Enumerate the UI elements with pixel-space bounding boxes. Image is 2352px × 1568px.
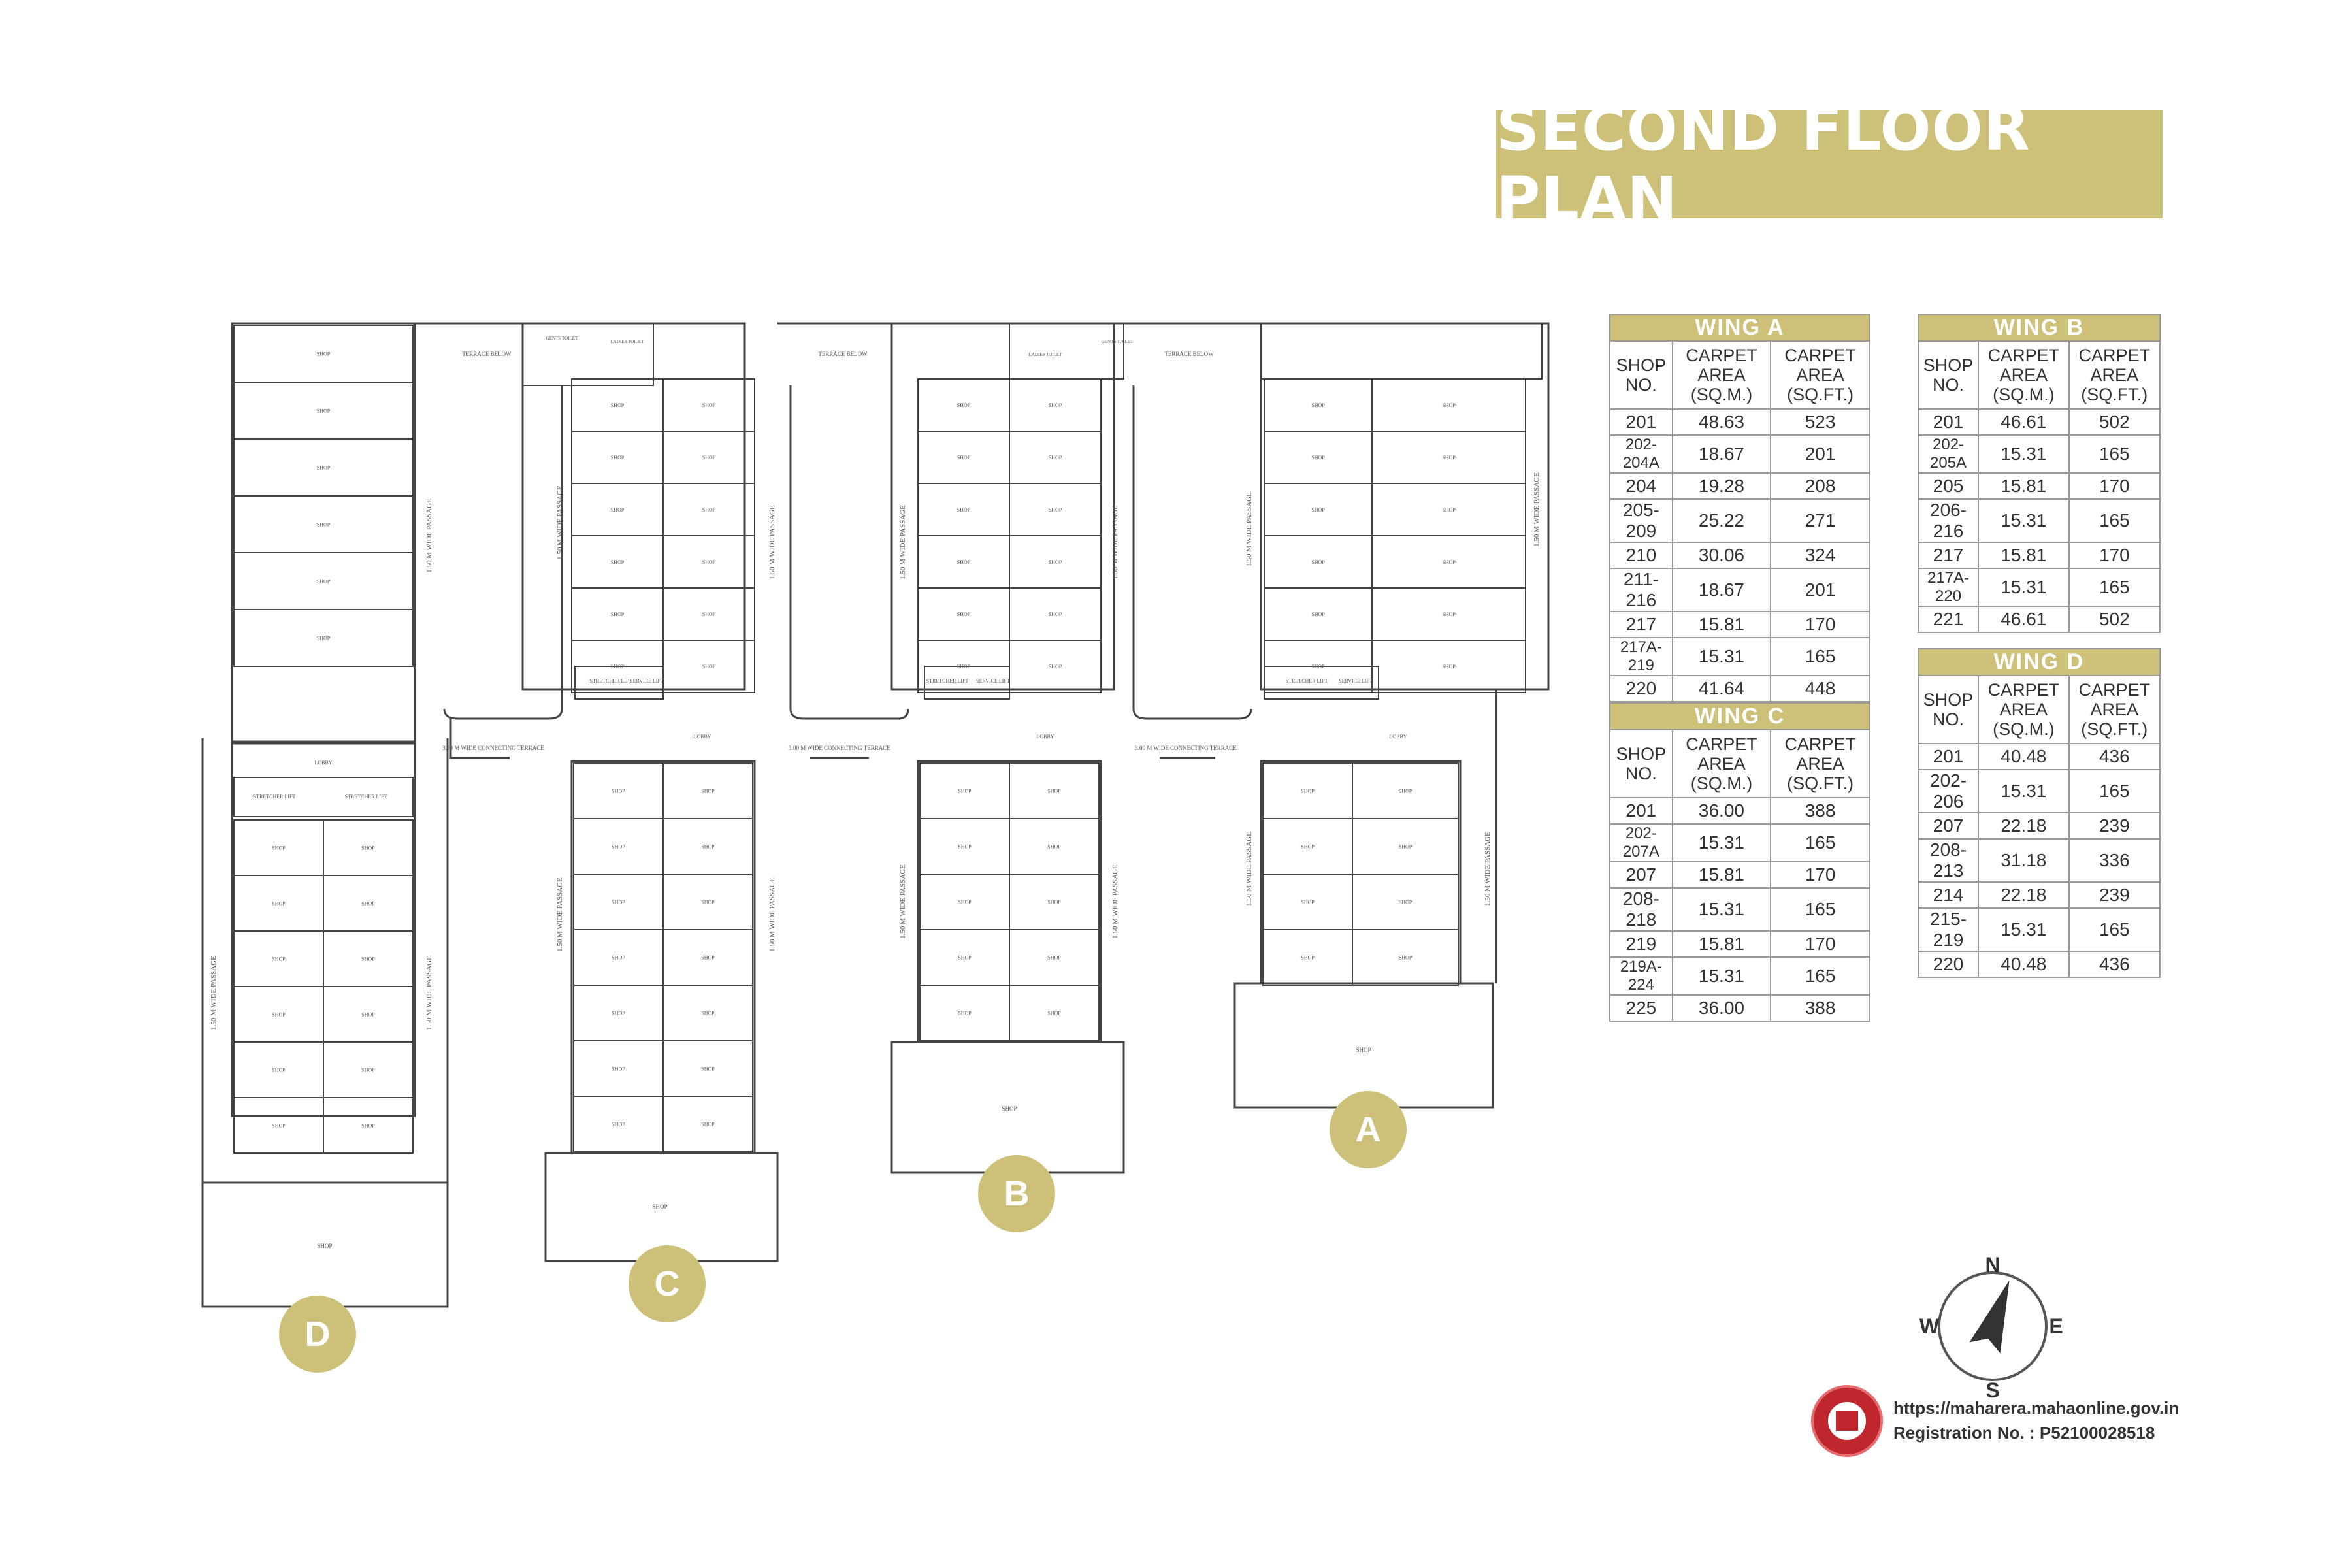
table-row bbox=[1918, 606, 2160, 632]
carpet-sqm-cell: 18.67 bbox=[1673, 568, 1771, 612]
shop-label: SHOP bbox=[956, 507, 971, 513]
shop-label: SHOP bbox=[1398, 788, 1413, 794]
shop-label: SHOP bbox=[316, 521, 331, 528]
shop-label: SHOP bbox=[1442, 664, 1456, 670]
carpet-sqm-cell: 25.22 bbox=[1673, 499, 1771, 542]
carpet-sqft-cell: 523 bbox=[1771, 409, 1870, 435]
shop-no-cell: 221 bbox=[1918, 606, 1978, 632]
shop-label: SHOP bbox=[702, 402, 716, 408]
table-row bbox=[1610, 638, 1870, 676]
wing-a-table bbox=[1609, 314, 1870, 702]
wing-d-marker bbox=[279, 1296, 356, 1373]
shop-label: SHOP bbox=[610, 507, 625, 513]
carpet-sqft-cell: 165 bbox=[2069, 499, 2160, 542]
table-row bbox=[1918, 839, 2160, 882]
shop-no-cell: 205 bbox=[1918, 473, 1978, 499]
shop-label: SHOP bbox=[1301, 955, 1315, 961]
shop-label: SHOP bbox=[612, 955, 625, 961]
shop-no-cell: 211-216 bbox=[1610, 568, 1673, 612]
terrace-below-label: TERRACE BELOW bbox=[818, 351, 868, 357]
shop-label: SHOP bbox=[701, 1121, 715, 1128]
shop-label: SHOP bbox=[1047, 843, 1061, 850]
table-row bbox=[1918, 435, 2160, 473]
shop-label: SHOP bbox=[958, 843, 972, 850]
col-carpet-sqft: CARPET AREA (SQ.FT.) bbox=[2069, 676, 2160, 743]
shop-label: SHOP bbox=[958, 1010, 972, 1017]
shop-label: SHOP bbox=[316, 635, 331, 642]
col-carpet-sqft: CARPET AREA (SQ.FT.) bbox=[1771, 730, 1870, 798]
shop-label: SHOP bbox=[1048, 455, 1062, 461]
col-shop-no: SHOP NO. bbox=[1610, 730, 1673, 798]
carpet-sqm-cell: 15.81 bbox=[1673, 612, 1771, 638]
carpet-sqm-cell: 15.81 bbox=[1978, 473, 2069, 499]
carpet-sqm-cell: 15.81 bbox=[1978, 542, 2069, 568]
shop-no-cell: 204 bbox=[1610, 473, 1673, 499]
col-carpet-sqm: CARPET AREA (SQ.M.) bbox=[1978, 341, 2069, 409]
table-row bbox=[1918, 473, 2160, 499]
table-row bbox=[1918, 499, 2160, 542]
shop-no-cell: 225 bbox=[1610, 995, 1673, 1021]
carpet-sqm-cell: 36.00 bbox=[1673, 798, 1771, 824]
shop-label: SHOP bbox=[272, 1122, 286, 1129]
shop-no-cell: 201 bbox=[1610, 798, 1673, 824]
shop-label: SHOP bbox=[316, 465, 331, 471]
passage-label: 1.50 M WIDE PASSAGE bbox=[1111, 864, 1119, 939]
carpet-sqm-cell: 15.31 bbox=[1978, 568, 2069, 606]
shop-no-cell: 208-213 bbox=[1918, 839, 1978, 882]
shop-label: SHOP bbox=[610, 664, 625, 670]
toilet-label: GENTS TOILET bbox=[546, 336, 578, 341]
maharera-seal-icon bbox=[1811, 1385, 1883, 1457]
passage-label: 1.50 M WIDE PASSAGE bbox=[768, 877, 776, 952]
carpet-sqft-cell: 324 bbox=[1771, 542, 1870, 568]
shop-label: SHOP bbox=[1047, 899, 1061, 906]
passage-label: 1.50 M WIDE PASSAGE bbox=[1111, 505, 1119, 580]
terrace-curve bbox=[791, 385, 908, 719]
shop-no-cell: 202-206 bbox=[1918, 770, 1978, 813]
shop-label: SHOP bbox=[701, 1066, 715, 1072]
shop-label: SHOP bbox=[958, 899, 972, 906]
table-row bbox=[1918, 951, 2160, 977]
shop-label: SHOP bbox=[1047, 788, 1061, 794]
shop-no-cell: 202-205A bbox=[1918, 435, 1978, 473]
shop-label: SHOP bbox=[1311, 455, 1325, 461]
shop-label: SHOP bbox=[1442, 402, 1456, 408]
shop-no-cell: 215-219 bbox=[1918, 908, 1978, 951]
compass-e: E bbox=[2049, 1315, 2063, 1338]
col-shop-no: SHOP NO. bbox=[1610, 341, 1673, 409]
carpet-sqm-cell: 15.31 bbox=[1978, 908, 2069, 951]
table-row bbox=[1610, 409, 1870, 435]
shop-label: SHOP bbox=[1442, 507, 1456, 513]
shop-label: SHOP bbox=[1442, 559, 1456, 565]
carpet-sqft-cell: 436 bbox=[2069, 951, 2160, 977]
shop-label: SHOP bbox=[1048, 612, 1062, 617]
terrace-below-label: TERRACE BELOW bbox=[462, 351, 512, 357]
shop-label: SHOP bbox=[1311, 612, 1325, 617]
carpet-sqft-cell: 502 bbox=[2069, 409, 2160, 435]
shop-no-cell: 219A-224 bbox=[1610, 957, 1673, 995]
shop-label: SHOP bbox=[610, 402, 625, 408]
shop-label: SHOP bbox=[702, 559, 716, 565]
carpet-sqft-cell: 388 bbox=[1771, 798, 1870, 824]
shop-label: SHOP bbox=[702, 664, 716, 670]
shop-label: SHOP bbox=[1311, 664, 1325, 670]
lift-label: STRETCHER LIFT bbox=[344, 794, 387, 800]
shop-label: SHOP bbox=[701, 899, 715, 906]
carpet-sqm-cell: 15.81 bbox=[1673, 862, 1771, 888]
passage-label: 1.50 M WIDE PASSAGE bbox=[1245, 832, 1253, 906]
toilet-label: GENTS TOILET bbox=[1101, 339, 1134, 344]
passage-label: 1.50 M WIDE PASSAGE bbox=[556, 877, 564, 952]
carpet-sqft-cell: 165 bbox=[2069, 435, 2160, 473]
wing-a-heading: WING A bbox=[1610, 314, 1870, 341]
shop-no-cell: 220 bbox=[1610, 676, 1673, 702]
carpet-sqm-cell: 31.18 bbox=[1978, 839, 2069, 882]
carpet-sqft-cell: 502 bbox=[2069, 606, 2160, 632]
shop-label: SHOP bbox=[612, 899, 625, 906]
shop-no-cell: 207 bbox=[1918, 813, 1978, 839]
carpet-sqm-cell: 15.31 bbox=[1673, 888, 1771, 931]
shop-label: SHOP bbox=[272, 1011, 286, 1018]
shop-label: SHOP bbox=[1442, 612, 1456, 617]
terrace-below-label: TERRACE BELOW bbox=[1164, 351, 1214, 357]
compass-n: N bbox=[1985, 1253, 2001, 1277]
wing-b-letter: B bbox=[1004, 1174, 1030, 1213]
shop-label: SHOP bbox=[361, 900, 375, 907]
carpet-sqm-cell: 46.61 bbox=[1978, 606, 2069, 632]
shop-label: SHOP bbox=[958, 955, 972, 961]
table-row bbox=[1610, 995, 1870, 1021]
wing-d-letter: D bbox=[304, 1315, 331, 1354]
shop-no-cell: 217 bbox=[1610, 612, 1673, 638]
col-shop-no: SHOP NO. bbox=[1918, 341, 1978, 409]
shop-label: SHOP bbox=[701, 1010, 715, 1017]
passage-label: 1.50 M WIDE PASSAGE bbox=[1245, 492, 1253, 566]
passage-label: 1.50 M WIDE PASSAGE bbox=[1533, 472, 1541, 547]
shop-no-cell: 206-216 bbox=[1918, 499, 1978, 542]
lift-label: STRETCHER LIFT bbox=[926, 678, 969, 684]
shop-label: SHOP bbox=[272, 845, 286, 851]
shop-no-cell: 201 bbox=[1610, 409, 1673, 435]
wing-c-marker bbox=[629, 1245, 706, 1322]
toilet-label: LADIES TOILET bbox=[610, 339, 644, 344]
shop-label: SHOP bbox=[612, 1121, 625, 1128]
col-carpet-sqm: CARPET AREA (SQ.M.) bbox=[1978, 676, 2069, 743]
carpet-sqft-cell: 170 bbox=[2069, 542, 2160, 568]
shop-label: SHOP bbox=[316, 351, 331, 357]
wing-d-table bbox=[1918, 648, 2161, 978]
table-row bbox=[1610, 612, 1870, 638]
table-row bbox=[1918, 743, 2160, 770]
col-shop-no: SHOP NO. bbox=[1918, 676, 1978, 743]
table-row bbox=[1610, 824, 1870, 862]
table-row bbox=[1610, 542, 1870, 568]
wing-a-letter: A bbox=[1355, 1110, 1381, 1149]
corridor-link bbox=[451, 719, 1215, 758]
shop-label: SHOP bbox=[958, 788, 972, 794]
lobby-label: LOBBY bbox=[1389, 734, 1407, 740]
lift-label: SERVICE LIFT bbox=[1339, 678, 1373, 684]
shop-label: SHOP bbox=[1301, 843, 1315, 850]
shop-label: SHOP bbox=[1048, 664, 1062, 670]
carpet-sqm-cell: 15.81 bbox=[1673, 931, 1771, 957]
shop-no-cell: 202-207A bbox=[1610, 824, 1673, 862]
shop-no-cell: 205-209 bbox=[1610, 499, 1673, 542]
toilet-label: LADIES TOILET bbox=[1028, 352, 1062, 357]
wing-a-end-unit bbox=[1235, 983, 1493, 1107]
carpet-sqft-cell: 165 bbox=[1771, 824, 1870, 862]
terrace-label: 3.00 M WIDE CONNECTING TERRACE bbox=[442, 745, 544, 751]
shop-label: SHOP bbox=[1311, 507, 1325, 513]
shop-label: SHOP bbox=[1301, 899, 1315, 906]
shop-no-cell: 217 bbox=[1918, 542, 1978, 568]
wing-d-passage bbox=[203, 738, 448, 1307]
carpet-sqm-cell: 15.31 bbox=[1673, 824, 1771, 862]
table-row bbox=[1918, 568, 2160, 606]
toilet-block bbox=[523, 323, 653, 385]
carpet-sqm-cell: 30.06 bbox=[1673, 542, 1771, 568]
wing-a-lower-block bbox=[1261, 761, 1460, 983]
lift-label: STRETCHER LIFT bbox=[1285, 678, 1328, 684]
carpet-sqft-cell: 165 bbox=[1771, 888, 1870, 931]
col-carpet-sqm: CARPET AREA (SQ.M.) bbox=[1673, 730, 1771, 798]
shop-label: SHOP bbox=[361, 845, 375, 851]
lift-label: SERVICE LIFT bbox=[630, 678, 664, 684]
shop-label: SHOP bbox=[1311, 402, 1325, 408]
carpet-sqm-cell: 36.00 bbox=[1673, 995, 1771, 1021]
carpet-sqft-cell: 170 bbox=[1771, 862, 1870, 888]
shop-label: SHOP bbox=[612, 788, 625, 794]
shop-no-cell: 202-204A bbox=[1610, 435, 1673, 473]
wing-b-marker bbox=[978, 1155, 1055, 1232]
table-row bbox=[1918, 908, 2160, 951]
wing-c-table bbox=[1609, 702, 1870, 1022]
carpet-sqft-cell: 170 bbox=[1771, 931, 1870, 957]
lift-label: SERVICE LIFT bbox=[976, 678, 1010, 684]
passage-label: 1.50 M WIDE PASSAGE bbox=[768, 505, 776, 580]
top-shop-row bbox=[1261, 323, 1542, 379]
wing-c-heading: WING C bbox=[1610, 703, 1870, 730]
carpet-sqft-cell: 388 bbox=[1771, 995, 1870, 1021]
shop-label: SHOP bbox=[1398, 843, 1413, 850]
wing-b-heading: WING B bbox=[1918, 314, 2160, 341]
col-carpet-sqm: CARPET AREA (SQ.M.) bbox=[1673, 341, 1771, 409]
shop-label: SHOP bbox=[1048, 507, 1062, 513]
shop-no-cell: 217A-219 bbox=[1610, 638, 1673, 676]
passage-label: 1.50 M WIDE PASSAGE bbox=[425, 956, 433, 1030]
wing-c-letter: C bbox=[654, 1264, 680, 1303]
lift-label: STRETCHER LIFT bbox=[589, 678, 632, 684]
shop-label: SHOP bbox=[316, 578, 331, 585]
col-carpet-sqft: CARPET AREA (SQ.FT.) bbox=[2069, 341, 2160, 409]
shop-label: SHOP bbox=[701, 788, 715, 794]
table-row bbox=[1918, 770, 2160, 813]
passage-label: 1.50 M WIDE PASSAGE bbox=[899, 864, 907, 939]
carpet-sqm-cell: 48.63 bbox=[1673, 409, 1771, 435]
carpet-sqm-cell: 46.61 bbox=[1978, 409, 2069, 435]
table-row bbox=[1610, 888, 1870, 931]
table-row bbox=[1610, 957, 1870, 995]
toilet-block bbox=[1009, 323, 1124, 379]
shop-label: SHOP bbox=[317, 1243, 333, 1249]
wing-d-upper-block bbox=[232, 323, 415, 742]
table-row bbox=[1918, 542, 2160, 568]
carpet-sqm-cell: 19.28 bbox=[1673, 473, 1771, 499]
shop-label: SHOP bbox=[702, 507, 716, 513]
carpet-sqft-cell: 165 bbox=[2069, 568, 2160, 606]
shop-label: SHOP bbox=[272, 956, 286, 962]
carpet-sqft-cell: 201 bbox=[1771, 435, 1870, 473]
carpet-sqm-cell: 15.31 bbox=[1673, 957, 1771, 995]
carpet-sqft-cell: 271 bbox=[1771, 499, 1870, 542]
carpet-sqm-cell: 40.48 bbox=[1978, 951, 2069, 977]
carpet-sqm-cell: 22.18 bbox=[1978, 882, 2069, 908]
passage-label: 1.50 M WIDE PASSAGE bbox=[1484, 832, 1492, 906]
shop-label: SHOP bbox=[610, 559, 625, 565]
carpet-sqm-cell: 15.31 bbox=[1978, 499, 2069, 542]
table-row bbox=[1610, 676, 1870, 702]
shop-label: SHOP bbox=[1048, 402, 1062, 408]
shop-label: SHOP bbox=[1047, 1010, 1061, 1017]
shop-no-cell: 220 bbox=[1918, 951, 1978, 977]
rera-url: https://maharera.mahaonline.gov.in bbox=[1893, 1398, 2180, 1418]
carpet-sqft-cell: 170 bbox=[2069, 473, 2160, 499]
shop-label: SHOP bbox=[316, 408, 331, 414]
lobby-label: LOBBY bbox=[693, 734, 711, 740]
shop-label: SHOP bbox=[701, 843, 715, 850]
lobby-label: LOBBY bbox=[1036, 734, 1054, 740]
lobby-label: LOBBY bbox=[314, 760, 333, 766]
shop-label: SHOP bbox=[272, 900, 286, 907]
carpet-sqm-cell: 15.31 bbox=[1673, 638, 1771, 676]
passage-label: 1.50 M WIDE PASSAGE bbox=[210, 956, 218, 1030]
shop-label: SHOP bbox=[1301, 788, 1315, 794]
carpet-sqft-cell: 336 bbox=[2069, 839, 2160, 882]
carpet-sqm-cell: 22.18 bbox=[1978, 813, 2069, 839]
compass-icon bbox=[1918, 1251, 2068, 1401]
shop-no-cell: 201 bbox=[1918, 743, 1978, 770]
shop-no-cell: 214 bbox=[1918, 882, 1978, 908]
lift-label: STRETCHER LIFT bbox=[253, 794, 296, 800]
shop-label: SHOP bbox=[652, 1203, 668, 1210]
carpet-sqft-cell: 239 bbox=[2069, 813, 2160, 839]
table-row bbox=[1610, 862, 1870, 888]
passage-label: 1.50 M WIDE PASSAGE bbox=[556, 485, 564, 560]
shop-label: SHOP bbox=[610, 612, 625, 617]
table-row bbox=[1918, 813, 2160, 839]
terrace-label: 3.00 M WIDE CONNECTING TERRACE bbox=[789, 745, 890, 751]
compass-s: S bbox=[1985, 1379, 2000, 1401]
table-row bbox=[1610, 473, 1870, 499]
registration-number: Registration No. : P52100028518 bbox=[1893, 1423, 2155, 1443]
terrace-label: 3.00 M WIDE CONNECTING TERRACE bbox=[1135, 745, 1237, 751]
wing-b-table bbox=[1918, 314, 2161, 633]
terrace-curve bbox=[1134, 385, 1251, 719]
shop-label: SHOP bbox=[361, 956, 375, 962]
passage-label: 1.50 M WIDE PASSAGE bbox=[899, 505, 907, 580]
shop-label: SHOP bbox=[1356, 1047, 1371, 1053]
terrace-curve bbox=[444, 385, 562, 719]
table-row bbox=[1610, 798, 1870, 824]
carpet-sqm-cell: 41.64 bbox=[1673, 676, 1771, 702]
shop-label: SHOP bbox=[1442, 455, 1456, 461]
shop-label: SHOP bbox=[956, 612, 971, 617]
shop-label: SHOP bbox=[612, 1010, 625, 1017]
shop-label: SHOP bbox=[956, 402, 971, 408]
shop-label: SHOP bbox=[702, 612, 716, 617]
shop-label: SHOP bbox=[272, 1067, 286, 1073]
shop-no-cell: 210 bbox=[1610, 542, 1673, 568]
carpet-sqft-cell: 239 bbox=[2069, 882, 2160, 908]
carpet-sqft-cell: 165 bbox=[1771, 957, 1870, 995]
wing-a-marker bbox=[1330, 1091, 1407, 1168]
shop-label: SHOP bbox=[610, 455, 625, 461]
shop-label: SHOP bbox=[956, 664, 971, 670]
shop-label: SHOP bbox=[361, 1011, 375, 1018]
compass-w: W bbox=[1919, 1315, 1940, 1338]
shop-label: SHOP bbox=[361, 1067, 375, 1073]
shop-label: SHOP bbox=[701, 955, 715, 961]
shop-label: SHOP bbox=[361, 1122, 375, 1129]
table-row bbox=[1610, 568, 1870, 612]
carpet-sqft-cell: 201 bbox=[1771, 568, 1870, 612]
shop-label: SHOP bbox=[1002, 1105, 1017, 1112]
table-row bbox=[1918, 409, 2160, 435]
shop-label: SHOP bbox=[1048, 559, 1062, 565]
shop-no-cell: 219 bbox=[1610, 931, 1673, 957]
shop-no-cell: 217A-220 bbox=[1918, 568, 1978, 606]
shop-label: SHOP bbox=[1398, 899, 1413, 906]
carpet-sqft-cell: 165 bbox=[1771, 638, 1870, 676]
carpet-sqm-cell: 40.48 bbox=[1978, 743, 2069, 770]
col-carpet-sqft: CARPET AREA (SQ.FT.) bbox=[1771, 341, 1870, 409]
passage-label: 1.50 M WIDE PASSAGE bbox=[425, 498, 433, 573]
carpet-sqft-cell: 165 bbox=[2069, 908, 2160, 951]
carpet-sqm-cell: 18.67 bbox=[1673, 435, 1771, 473]
carpet-sqft-cell: 208 bbox=[1771, 473, 1870, 499]
wing-d-heading: WING D bbox=[1918, 649, 2160, 676]
shop-label: SHOP bbox=[612, 843, 625, 850]
shop-label: SHOP bbox=[702, 455, 716, 461]
shop-label: SHOP bbox=[612, 1066, 625, 1072]
carpet-sqm-cell: 15.31 bbox=[1978, 770, 2069, 813]
page-title-text: SECOND FLOOR PLAN bbox=[1496, 94, 2031, 234]
carpet-sqft-cell: 165 bbox=[2069, 770, 2160, 813]
shop-label: SHOP bbox=[1398, 955, 1413, 961]
shop-no-cell: 207 bbox=[1610, 862, 1673, 888]
shop-label: SHOP bbox=[1047, 955, 1061, 961]
table-row bbox=[1610, 435, 1870, 473]
shop-no-cell: 208-218 bbox=[1610, 888, 1673, 931]
shop-label: SHOP bbox=[1311, 559, 1325, 565]
carpet-sqft-cell: 170 bbox=[1771, 612, 1870, 638]
shop-label: SHOP bbox=[956, 559, 971, 565]
carpet-sqm-cell: 15.31 bbox=[1978, 435, 2069, 473]
shop-no-cell: 201 bbox=[1918, 409, 1978, 435]
table-row bbox=[1918, 882, 2160, 908]
wing-a-outline bbox=[1496, 689, 1548, 983]
table-row bbox=[1610, 931, 1870, 957]
table-row bbox=[1610, 499, 1870, 542]
carpet-sqft-cell: 436 bbox=[2069, 743, 2160, 770]
carpet-sqft-cell: 448 bbox=[1771, 676, 1870, 702]
shop-label: SHOP bbox=[956, 455, 971, 461]
